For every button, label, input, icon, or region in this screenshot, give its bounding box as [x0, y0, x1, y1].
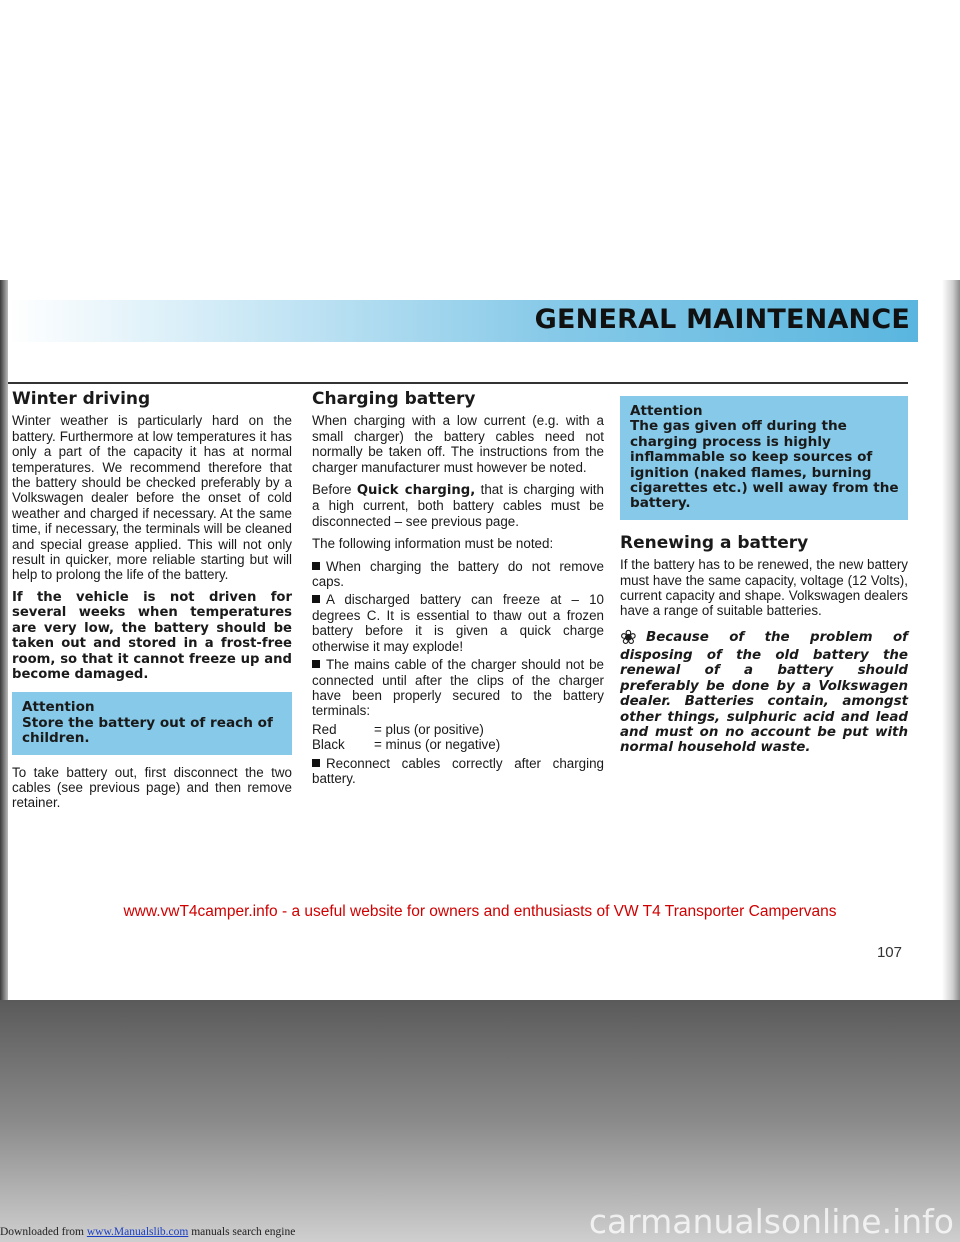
- column-charging-battery: [312, 389, 604, 789]
- bullet-text: Reconnect cables correctly after charging battery.: [312, 755, 604, 786]
- section-title: GENERAL MAINTENANCE: [534, 304, 910, 335]
- manualslib-link[interactable]: www.Manualslib.com: [86, 1226, 189, 1238]
- black-label: Black: [312, 737, 345, 753]
- bullet-square-icon: [312, 660, 320, 668]
- red-label: Red: [312, 721, 337, 737]
- environment-text: Because of the problem of disposing of the old battery the renewal of a battery should preferably be done by a Volkswagen dealer. Batteries contain, amongst other things, sulphuric acid and lead and must on no account be put with normal household waste.: [620, 629, 908, 756]
- bullet-text: A discharged battery can freeze at – 10 degrees C. It is essential to thaw out a frozen battery before it is given a quick charge otherwise it may explode!: [312, 592, 604, 654]
- attention-text: The gas given off during the charging process is highly inflammable so keep sources of ignition (naked flames, burning cigarettes etc.) well away from the battery.: [630, 418, 899, 512]
- bullet-square-icon: [312, 562, 320, 570]
- quick-charging-term: Quick charging,: [356, 483, 476, 499]
- attention-title: Attention: [630, 403, 703, 419]
- environment-flower-icon: ❀: [620, 624, 637, 649]
- list-item: [312, 657, 604, 719]
- quick-after: that is charging with a high current, both battery cables must be disconnected – see previous page.: [312, 482, 604, 529]
- bullet-text: The mains cable of the charger should not be connected until after the clips of the charger have been properly secured to the battery terminals:: [312, 657, 604, 719]
- attention-box-gas: [620, 396, 908, 520]
- attention-box-children: [12, 692, 292, 754]
- renewing-heading: Renewing a battery: [620, 532, 809, 553]
- attention-text: Store the battery out of reach of children.: [22, 714, 273, 747]
- red-value: = plus (or positive): [374, 721, 484, 737]
- header-divider: [8, 382, 908, 384]
- charging-paragraph: When charging with a low current (e.g. with a small charger) the battery cables need not normally be taken off. The instructions from the charger manufacturer must however be noted.: [312, 413, 604, 475]
- quick-charging-paragraph: [312, 482, 604, 529]
- charging-intro: The following information must be noted:: [312, 536, 554, 552]
- terminal-colors: [312, 722, 604, 753]
- attention-title: Attention: [22, 699, 95, 716]
- winter-paragraph: Winter weather is particularly hard on the battery. Furthermore at low temperatures it has only a part of the capacity it has at normal temperatures. We recommend therefore that the battery should be checked preferably by a Volkswagen dealer before the onset of cold weather and charged if necessary. At the same time, if necessary, the terminals will be cleaned and special grease applied. This will not only result in quicker, more reliable starting but will help to prolong the life of the battery.: [12, 413, 292, 583]
- charging-heading: Charging battery: [312, 389, 476, 409]
- page-right-edge: [942, 280, 960, 1000]
- remove-battery-paragraph: To take battery out, first disconnect the two cables (see previous page) and then remove retainer.: [12, 764, 292, 811]
- list-item: [312, 559, 604, 590]
- download-note: [0, 1226, 295, 1238]
- quick-before: Before: [312, 482, 357, 498]
- page-left-edge: [0, 280, 8, 1000]
- bullet-text: When charging the battery do not remove caps.: [312, 558, 604, 590]
- winter-bold-paragraph: If the vehicle is not driven for several weeks when temperatures are very low, the battery should be taken out and stored in a frost-free room, so that it cannot freeze up and become damaged.: [12, 589, 292, 682]
- bullet-square-icon: [312, 759, 320, 767]
- list-item: [312, 756, 604, 787]
- renewing-paragraph: If the battery has to be renewed, the new battery must have the same capacity, voltage (12 Volts), current capacity and shape. Volkswagen dealers have a range of suitable batteries.: [620, 557, 908, 619]
- bullet-square-icon: [312, 595, 320, 603]
- download-suffix: manuals search engine: [188, 1226, 296, 1238]
- black-value: = minus (or negative): [374, 737, 501, 753]
- page-number: 107: [876, 944, 902, 961]
- list-item: [312, 592, 604, 654]
- column-renewing-battery: [620, 396, 908, 763]
- download-prefix: Downloaded from: [0, 1226, 87, 1238]
- environment-note: [620, 626, 908, 756]
- winter-heading: Winter driving: [12, 389, 151, 409]
- website-link[interactable]: www.vwT4camper.info - a useful website for owners and enthusiasts of VW T4 Transporter Campervans: [123, 903, 837, 920]
- column-winter-driving: [12, 389, 292, 818]
- watermark: carmanualsonline.info: [588, 1202, 954, 1241]
